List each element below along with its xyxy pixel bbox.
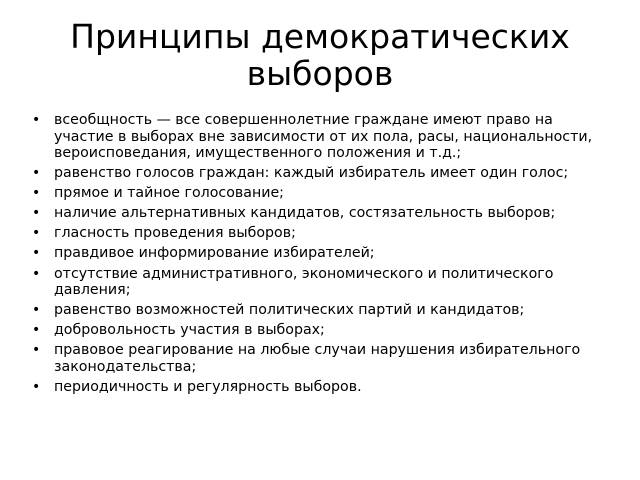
- list-item: [32, 322, 610, 339]
- bullet-icon: •: [32, 322, 41, 339]
- bullet-icon: •: [32, 185, 41, 202]
- list-item: [32, 302, 610, 319]
- list-item-text: правдивое информирование избирателей;: [54, 245, 375, 262]
- list-item: [32, 342, 610, 375]
- list-item-text: прямое и тайное голосование;: [54, 185, 284, 202]
- bullet-icon: •: [32, 165, 41, 182]
- list-item: [32, 266, 610, 299]
- list-item: [32, 185, 610, 202]
- list-item-text: периодичность и регулярность выборов.: [54, 378, 362, 395]
- list-item: [32, 205, 610, 222]
- list-item-text: всеобщность — все совершеннолетние граждане имеют право на участие в выборах вне зависимости от их пола, расы, национальности, вероисповедания, имущественного положения и т.д.;: [54, 112, 593, 161]
- bullet-icon: •: [32, 378, 41, 395]
- list-item: [32, 225, 610, 242]
- bullet-icon: •: [32, 205, 41, 222]
- list-item: [32, 379, 610, 396]
- bullet-icon: •: [32, 225, 41, 242]
- list-item-text: наличие альтернативных кандидатов, состязательность выборов;: [54, 205, 556, 222]
- bullet-icon: •: [32, 302, 41, 319]
- slide-title: Принципы демократических выборов: [70, 17, 570, 93]
- bullet-list: [32, 112, 610, 399]
- bullet-icon: •: [32, 265, 41, 282]
- list-item: [32, 112, 610, 162]
- list-item: [32, 165, 610, 182]
- list-item-text: гласность проведения выборов;: [54, 225, 296, 242]
- list-item-text: равенство голосов граждан: каждый избиратель имеет один голос;: [54, 165, 569, 182]
- bullet-icon: •: [32, 245, 41, 262]
- list-item-text: добровольность участия в выборах;: [54, 322, 325, 339]
- list-item-text: правовое реагирование на любые случаи нарушения избирательного законодательства;: [54, 342, 581, 375]
- bullet-icon: •: [32, 342, 41, 359]
- bullet-icon: •: [32, 112, 41, 128]
- list-item-text: отсутствие административного, экономического и политического давления;: [54, 265, 554, 299]
- list-item-text: равенство возможностей политических партий и кандидатов;: [54, 302, 525, 319]
- list-item: [32, 245, 610, 262]
